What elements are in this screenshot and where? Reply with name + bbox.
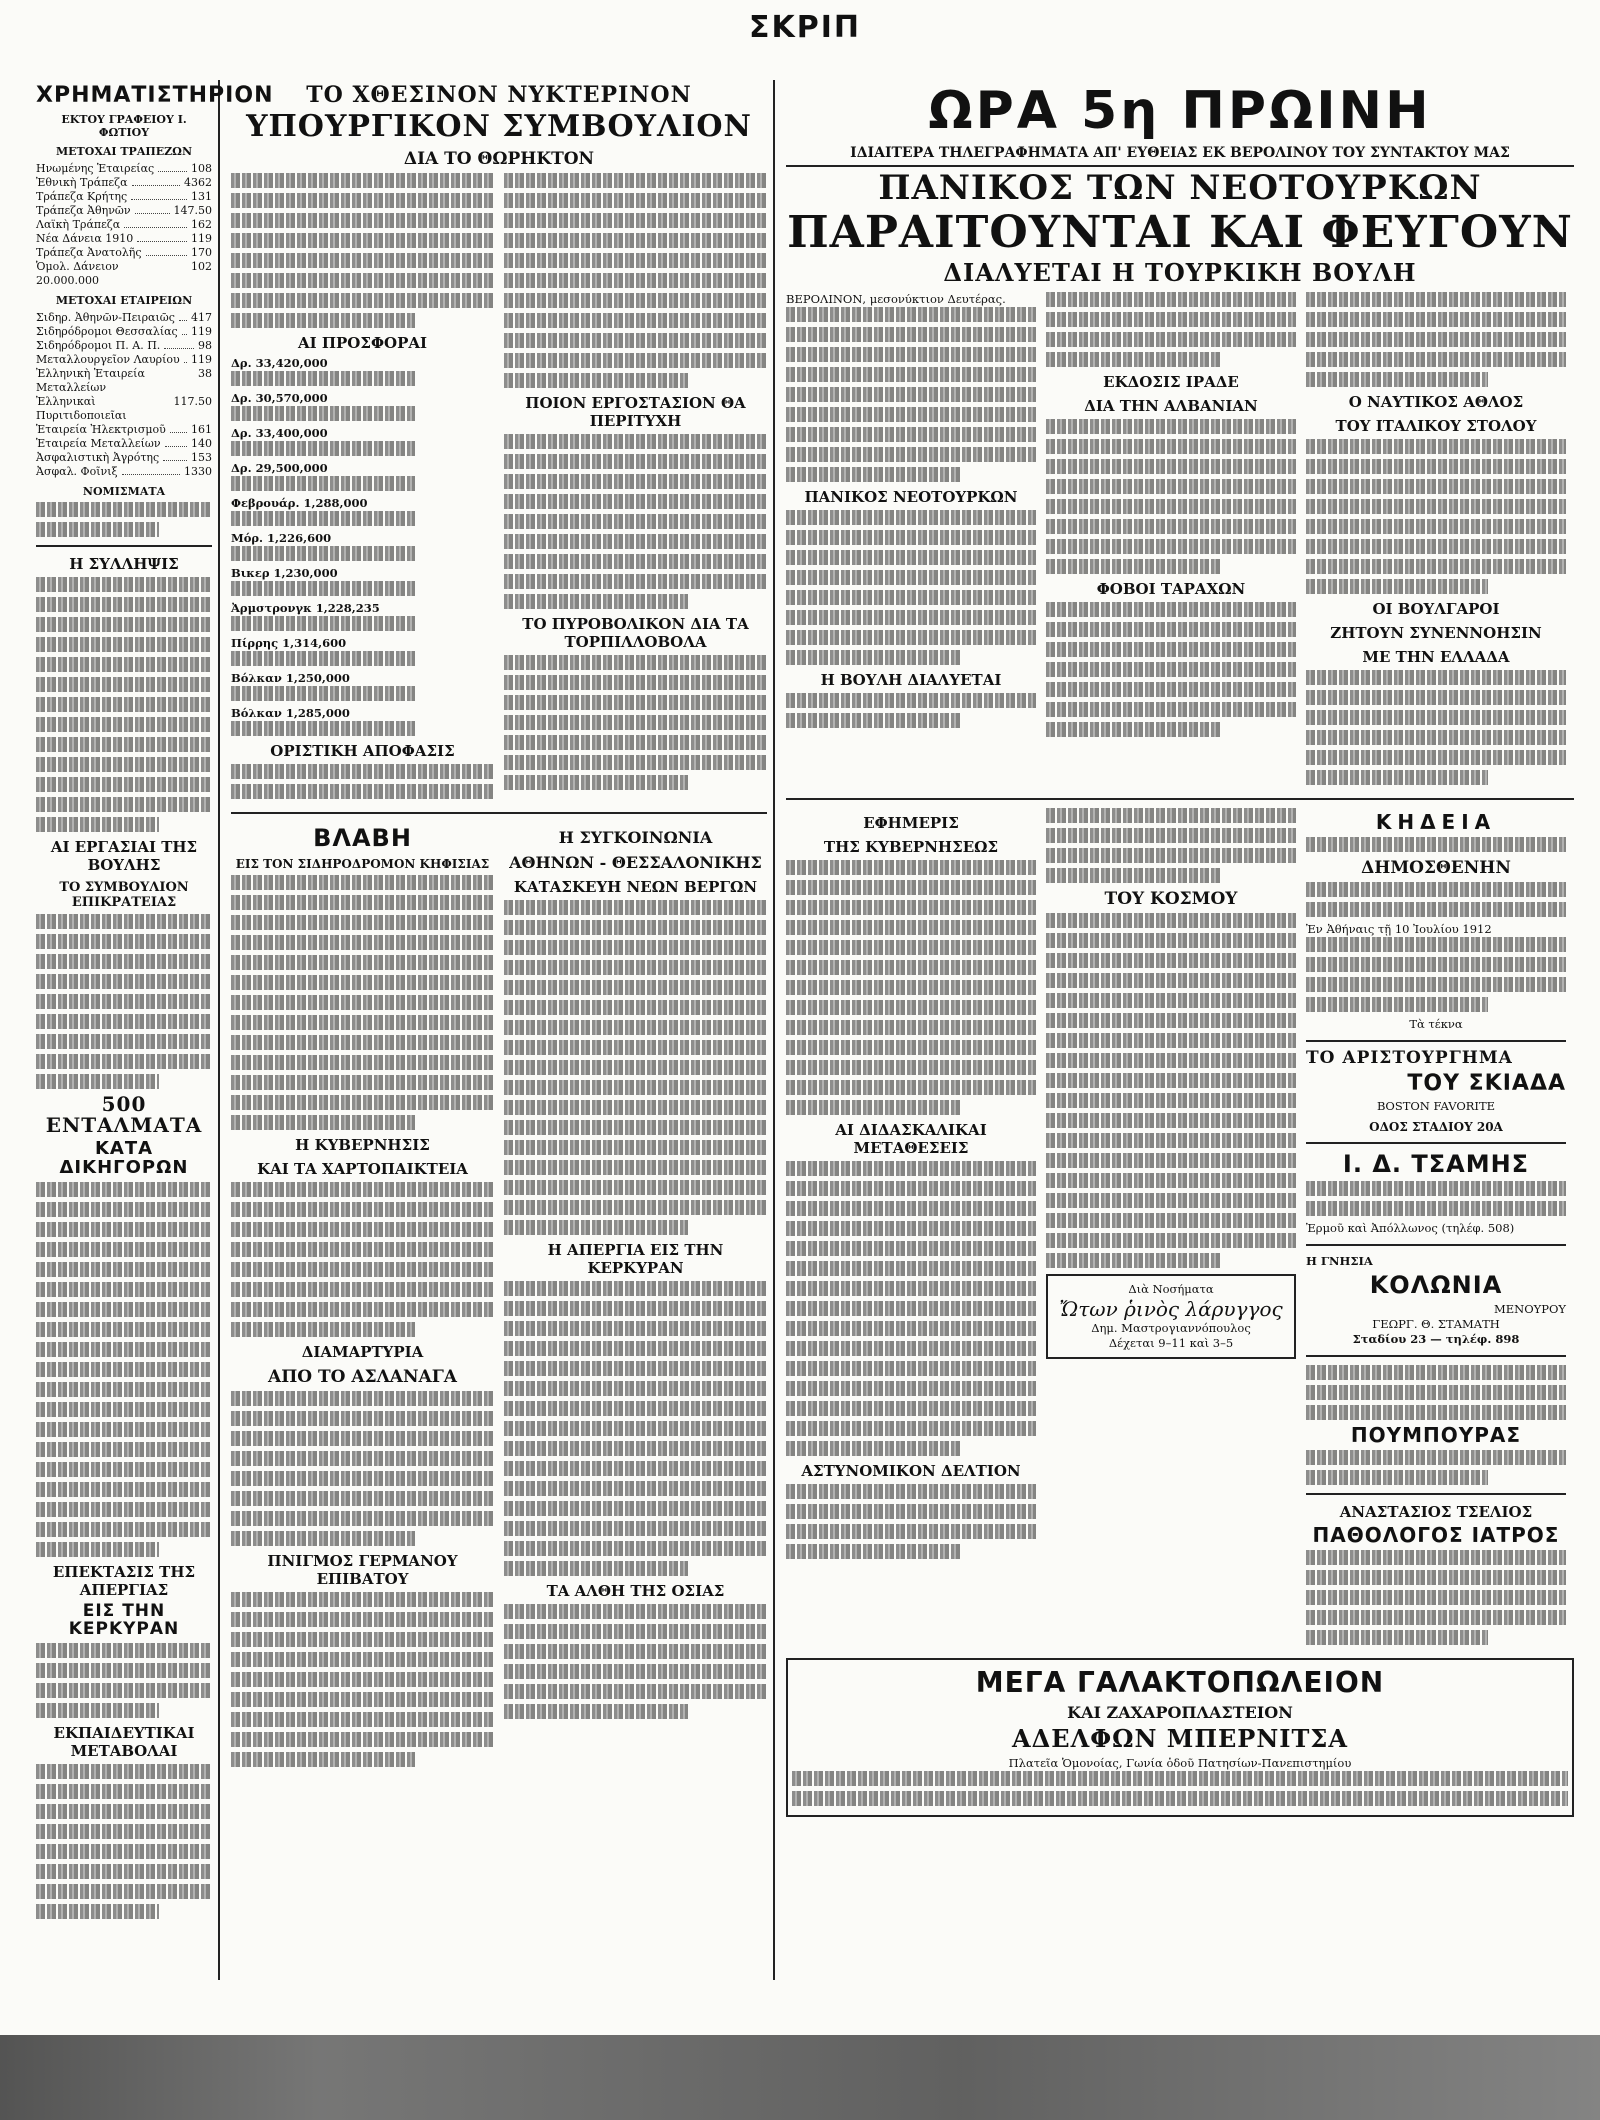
price-leader bbox=[163, 451, 187, 461]
dateline-text-1: ΒΕΡΟΛΙΝΟΝ, μεσονύκτιον Δευτέρας. bbox=[786, 291, 1006, 306]
news-col-1 bbox=[786, 292, 1036, 790]
price-name: Σιδηρόδρομοι Θεσσαλίας bbox=[36, 325, 178, 339]
kideia-title: ΚΗΔΕΙΑ bbox=[1375, 809, 1497, 834]
price-value: 102 bbox=[191, 260, 212, 274]
price-leader bbox=[146, 246, 187, 256]
heading-kyverniseos: ΤΗΣ ΚΥΒΕΡΝΗΣΕΩΣ bbox=[823, 837, 999, 856]
kideia-date: Ἐν Ἀθήναις τῇ 10 Ἰουλίου 1912 bbox=[1306, 921, 1492, 936]
heading-xartopaiktia: ΚΑΙ ΤΑ ΧΑΡΤΟΠΑΙΚΤΕΙΑ bbox=[257, 1159, 468, 1178]
price-row bbox=[36, 451, 212, 465]
heading-astynomikon: ΑΣΤΥΝΟΜΙΚΟΝ ΔΕΛΤΙΟΝ bbox=[801, 1461, 1021, 1480]
kideia-name: ΔΗΜΟΣΘΕΝΗΝ bbox=[1361, 857, 1511, 878]
price-name: Ηνωμένης Ἑταιρείας bbox=[36, 162, 155, 176]
stock-exchange-title: ΧΡΗΜΑΤΙΣΤΗΡΙΟΝ bbox=[36, 83, 274, 108]
price-leader bbox=[165, 437, 187, 447]
masthead: ΣΚΡΙΠ bbox=[749, 10, 861, 45]
price-row bbox=[36, 437, 212, 451]
news-col-2 bbox=[1046, 292, 1296, 790]
price-leader bbox=[164, 339, 194, 349]
price-value: 119 bbox=[191, 325, 212, 339]
price-leader bbox=[182, 325, 187, 335]
heading-dialyetai: ΔΙΑΛΥΕΤΑΙ Η ΤΟΥΡΚΙΚΗ ΒΟΥΛΗ bbox=[943, 258, 1417, 288]
price-name: Ἀσφαλ. Φοῖνιξ bbox=[36, 465, 118, 479]
price-name: Ἑταιρεία Μεταλλείων bbox=[36, 437, 161, 451]
heading-symvoulion: ΤΟ ΣΥΜΒΟΥΛΙΟΝ ΕΠΙΚΡΑΤΕΙΑΣ bbox=[59, 880, 189, 911]
heading-ekdosis: ΕΚΔΟΣΙΣ ΙΡΑΔΕ bbox=[1103, 372, 1239, 391]
bid-amount: Βόλκαν 1,285,000 bbox=[231, 705, 350, 720]
section-companies: ΜΕΤΟΧΑΙ ΕΤΑΙΡΕΙΩΝ bbox=[55, 294, 193, 308]
price-value: 98 bbox=[198, 339, 212, 353]
heading-poion: ΠΟΙΟΝ ΕΡΓΟΣΤΑΣΙΟΝ ΘΑ ΠΕΡΙΤΥΧΗ bbox=[525, 393, 746, 430]
heading-athinon: ΑΘΗΝΩΝ - ΘΕΣΣΑΛΟΝΙΚΗΣ bbox=[509, 852, 762, 872]
price-name: Σιδηρόδρομοι Π. Α. Π. bbox=[36, 339, 161, 353]
ad-ent-doctor bbox=[1046, 1274, 1296, 1359]
price-value: 131 bbox=[191, 190, 212, 204]
cabinet-title-2: ΥΠΟΥΡΓΙΚΟΝ ΣΥΜΒΟΥΛΙΟΝ bbox=[246, 109, 752, 145]
price-value: 119 bbox=[191, 232, 212, 246]
price-value: 108 bbox=[191, 162, 212, 176]
bid-amount: Φεβρουάρ. 1,288,000 bbox=[231, 495, 368, 510]
bid-amount: Βόλκαν 1,250,000 bbox=[231, 670, 350, 685]
price-row bbox=[36, 176, 212, 190]
price-name: Τράπεζα Ἀνατολῆς bbox=[36, 246, 142, 260]
heading-kosmou: ΤΟΥ ΚΟΣΜΟΥ bbox=[1104, 888, 1238, 909]
heading-dikigoron: ΚΑΤΑ ΔΙΚΗΓΟΡΩΝ bbox=[59, 1138, 189, 1178]
left-column bbox=[30, 80, 274, 1980]
price-leader bbox=[124, 218, 187, 228]
news-col-3 bbox=[1306, 292, 1566, 790]
heading-apergia: ΑΙ ΕΡΓΑΣΙΑΙ ΤΗΣ ΒΟΥΛΗΣ bbox=[50, 838, 198, 875]
price-value: 170 bbox=[191, 246, 212, 260]
lower-news-2 bbox=[1046, 808, 1296, 1650]
price-row bbox=[36, 218, 212, 232]
heading-vouli: Η ΒΟΥΛΗ ΔΙΑΛΥΕΤΑΙ bbox=[820, 670, 1002, 689]
price-row bbox=[36, 204, 212, 218]
heading-vlavi-sub: ΕΙΣ ΤΟΝ ΣΙΔΗΡΟΔΡΟΜΟΝ ΚΗΦΙΣΙΑΣ bbox=[235, 856, 490, 871]
ad-aristourgima: ΤΟ ΑΡΙΣΤΟΥΡΓΗΜΑ bbox=[1306, 1047, 1513, 1068]
lower-col-b bbox=[504, 822, 767, 1772]
heading-syllipsis: Η ΣΥΛΛΗΨΙΣ bbox=[69, 555, 179, 574]
price-value: 417 bbox=[191, 311, 212, 325]
price-row bbox=[36, 260, 212, 288]
heading-sygkoinonia: Η ΣΥΓΚΟΙΝΩΝΙΑ bbox=[558, 827, 713, 847]
price-row bbox=[36, 395, 212, 423]
dateline: ΙΔΙΑΙΤΕΡΑ ΤΗΛΕΓΡΑΦΗΜΑΤΑ ΑΠ' ΕΥΘΕΙΑΣ ΕΚ ΒΕΡΟΛΙΝΟΥ ΤΟΥ ΣΥΝΤΑΚΤΟΥ ΜΑΣ bbox=[786, 145, 1574, 167]
heading-entalmata: 500 ΕΝΤΑΛΜΑΤΑ bbox=[45, 1092, 203, 1138]
company-prices bbox=[36, 311, 212, 479]
price-value: 119 bbox=[191, 353, 212, 367]
price-leader bbox=[135, 204, 170, 214]
ad-mpernitsa: ΑΔΕΛΦΩΝ ΜΠΕΡΝΙΤΣΑ bbox=[1012, 1724, 1348, 1754]
price-row bbox=[36, 339, 212, 353]
price-row bbox=[36, 246, 212, 260]
heading-epektasis: ΕΠΕΚΤΑΣΙΣ ΤΗΣ ΑΠΕΡΓΙΑΣ bbox=[52, 1562, 196, 1599]
bid-amount: Δρ. 29,500,000 bbox=[231, 460, 328, 475]
heading-apergia-kerkyra: Η ΑΠΕΡΓΙΑ ΕΙΣ ΤΗΝ ΚΕΡΚΥΡΑΝ bbox=[547, 1240, 724, 1277]
cabinet-title-1: ΤΟ ΧΘΕΣΙΝΟΝ ΝΥΚΤΕΡΙΝΟΝ bbox=[306, 82, 692, 108]
price-row bbox=[36, 232, 212, 246]
price-name: Μεταλλουργεῖον Λαυρίου bbox=[36, 353, 180, 367]
price-leader bbox=[137, 232, 187, 242]
price-value: 161 bbox=[191, 423, 212, 437]
heading-ellada: ΜΕ ΤΗΝ ΕΛΛΑΔΑ bbox=[1362, 647, 1510, 666]
price-value: 4362 bbox=[184, 176, 212, 190]
ad-kolonia: ΚΟΛΩΝΙΑ bbox=[1369, 1270, 1503, 1299]
bid-amount: Μόρ. 1,226,600 bbox=[231, 530, 332, 545]
price-value: 153 bbox=[191, 451, 212, 465]
heading-vlavi: ΒΛΑΒΗ bbox=[313, 823, 412, 852]
price-value: 38 bbox=[198, 367, 212, 381]
ad-ent-line2: Ὤτων ῥινὸς λάρυγγος bbox=[1059, 1296, 1283, 1321]
cabinet-title-3: ΔΙΑ ΤΟ ΘΩΡΗΚΤΟΝ bbox=[403, 148, 595, 169]
heading-aslanaga: ΑΠΟ ΤΟ ΑΣΛΑΝΑΓΑ bbox=[268, 1366, 457, 1387]
heading-prosfora: ΑΙ ΠΡΟΣΦΟΡΑΙ bbox=[297, 333, 428, 352]
heading-pyrovolikon: ΤΟ ΠΥΡΟΒΟΛΙΚΟΝ ΔΙΑ ΤΑ ΤΟΡΠΙΛΛΟΒΟΛΑ bbox=[522, 614, 749, 651]
price-name: Τράπεζα Κρήτης bbox=[36, 190, 128, 204]
price-value: 140 bbox=[191, 437, 212, 451]
headline: ΩΡΑ 5η ΠΡΩΙΝΗ bbox=[928, 81, 1432, 141]
ad-pumpouras: ΠΟΥΜΠΟΥΡΑΣ bbox=[1350, 1422, 1522, 1447]
price-name: Ἑταιρεία Ἠλεκτρισμοῦ bbox=[36, 423, 166, 437]
newspaper-page bbox=[30, 10, 1580, 2090]
heading-aldi: ΤΑ ΑΛΘΗ ΤΗΣ ΟΣΙΑΣ bbox=[546, 1581, 725, 1600]
ad-kolonia-seller: ΓΕΩΡΓ. Θ. ΣΤΑΜΑΤΗ bbox=[1372, 1316, 1500, 1331]
stock-exchange-subtitle: ΕΚΤΟΥ ΓΡΑΦΕΙΟΥ Ι. ΦΩΤΙΟΥ bbox=[61, 113, 187, 140]
ad-omonoia: Πλατεῖα Ὁμονοίας, Γωνία ὁδοῦ Πατησίων-Πανεπιστημίου bbox=[1008, 1755, 1352, 1770]
bid-amount: Ἀρμστρονγκ 1,228,235 bbox=[231, 600, 380, 615]
price-name: Ὁμολ. Δάνειον 20.000.000 bbox=[36, 260, 119, 288]
bank-prices bbox=[36, 162, 212, 288]
heading-diamartyria: ΔΙΑΜΑΡΤΥΡΙΑ bbox=[301, 1342, 424, 1361]
price-row bbox=[36, 423, 212, 437]
price-row bbox=[36, 465, 212, 479]
ad-boston: ΒOSTON FAVORITE bbox=[1376, 1098, 1496, 1113]
price-value: 117.50 bbox=[173, 395, 212, 409]
price-leader bbox=[170, 423, 187, 433]
heading-zitoun: ΖΗΤΟΥΝ ΣΥΝΕΝΝΟΗΣΙΝ bbox=[1330, 623, 1542, 642]
price-value: 147.50 bbox=[173, 204, 212, 218]
price-name: Ἐλληνικαὶ Πυριτιδοποιεῖαι bbox=[36, 395, 127, 423]
ad-skiada: ΤΟΥ ΣΚΙΑΔΑ bbox=[1407, 1070, 1566, 1096]
price-value: 1330 bbox=[184, 465, 212, 479]
price-name: Νέα Δάνεια 1910 bbox=[36, 232, 134, 246]
price-leader bbox=[132, 176, 180, 186]
ad-pathologos: ΠΑΘΟΛΟΓΟΣ ΙΑΤΡΟΣ bbox=[1312, 1522, 1560, 1547]
price-leader bbox=[131, 190, 187, 200]
heading-pnigmos: ΠΝΙΓΜΟΣ ΓΕΡΜΑΝΟΥ ΕΠΙΒΑΤΟΥ bbox=[267, 1551, 458, 1588]
ad-ent-line1: Διὰ Νοσήματα bbox=[1128, 1281, 1214, 1296]
price-row bbox=[36, 353, 212, 367]
price-name: Ἐθνικὴ Τράπεζα bbox=[36, 176, 128, 190]
kideia-sig: Τὰ τέκνα bbox=[1409, 1016, 1463, 1031]
scan-edge bbox=[0, 2035, 1600, 2120]
lower-col-a bbox=[231, 822, 494, 1772]
price-row bbox=[36, 162, 212, 176]
heading-naftikos: Ο ΝΑΥΤΙΚΟΣ ΑΘΛΟΣ bbox=[1348, 392, 1524, 411]
price-row bbox=[36, 325, 212, 339]
heading-fovoi: ΦΟΒΟΙ ΤΑΡΑΧΩΝ bbox=[1096, 579, 1246, 598]
bid-amounts bbox=[231, 356, 494, 736]
cabinet-col-a bbox=[231, 173, 494, 804]
ad-ent-line4: Δέχεται 9–11 καὶ 3–5 bbox=[1108, 1335, 1234, 1350]
ad-tsamis-note: Ἐρμοῦ καὶ Ἀπόλλωνος (τηλέφ. 508) bbox=[1306, 1220, 1515, 1235]
price-value: 162 bbox=[191, 218, 212, 232]
price-name: Ἀσφαλιστικὴ Ἀγρότης bbox=[36, 451, 160, 465]
heading-voulgaroi: ΟΙ ΒΟΥΛΓΑΡΟΙ bbox=[1372, 599, 1500, 618]
price-name: Τράπεζα Ἀθηνῶν bbox=[36, 204, 131, 218]
middle-column bbox=[225, 80, 775, 1980]
price-name: Ἐλληνικὴ Ἑταιρεία Μεταλλείων bbox=[36, 367, 145, 395]
ad-kolonia-brand: ΜΕΝΟΥΡΟΥ bbox=[1493, 1301, 1566, 1316]
heading-kyvernisis: Η ΚΥΒΕΡΝΗΣΙΣ bbox=[295, 1135, 430, 1154]
price-row bbox=[36, 367, 212, 395]
ad-galaktopoleion-title: ΜΕΓΑ ΓΑΛΑΚΤΟΠΩΛΕΙΟΝ bbox=[975, 1665, 1385, 1699]
section-currency: ΝΟΜΙΣΜΑΤΑ bbox=[82, 485, 166, 499]
heading-kerkyra: ΕΙΣ ΤΗΝ ΚΕΡΚΥΡΑΝ bbox=[68, 1600, 180, 1639]
bid-amount: Δρ. 30,570,000 bbox=[231, 390, 328, 405]
price-leader bbox=[158, 162, 187, 172]
price-name: Λαϊκὴ Τράπεζα bbox=[36, 218, 121, 232]
heading-panikos-2: ΠΑΝΙΚΟΣ ΝΕΟΤΟΥΡΚΩΝ bbox=[804, 487, 1018, 506]
ad-kolonia-pre: Η ΓΝΗΣΙΑ bbox=[1306, 1253, 1373, 1268]
ad-kolonia-phone: Σταδίου 23 — τηλέφ. 898 bbox=[1352, 1331, 1520, 1346]
bid-amount: Δρ. 33,400,000 bbox=[231, 425, 328, 440]
price-name: Σιδηρ. Ἀθηνῶν-Πειραιῶς bbox=[36, 311, 175, 325]
ad-ent-line3: Δημ. Μαστρογιαννόπουλος bbox=[1091, 1320, 1251, 1335]
bid-amount: Πίρρης 1,314,600 bbox=[231, 635, 347, 650]
ad-galaktopoleion bbox=[786, 1658, 1574, 1817]
price-leader bbox=[179, 311, 187, 321]
bid-amount: Βικερ 1,230,000 bbox=[231, 565, 338, 580]
price-row bbox=[36, 311, 212, 325]
cabinet-col-b bbox=[504, 173, 767, 804]
heading-panikos: ΠΑΝΙΚΟΣ ΤΩΝ ΝΕΟΤΟΥΡΚΩΝ bbox=[878, 167, 1482, 208]
heading-oristiki: ΟΡΙΣΤΙΚΗ ΑΠΟΦΑΣΙΣ bbox=[270, 741, 455, 760]
ads-column bbox=[1306, 808, 1566, 1650]
heading-efimeris: ΕΦΗΜΕΡΙΣ bbox=[863, 813, 959, 832]
price-leader bbox=[122, 465, 180, 475]
heading-stolou: ΤΟΥ ΙΤΑΛΙΚΟΥ ΣΤΟΛΟΥ bbox=[1335, 416, 1537, 435]
heading-kataskevi: ΚΑΤΑΣΚΕΥΗ ΝΕΩΝ ΒΕΡΓΩΝ bbox=[513, 877, 758, 896]
lower-news-1 bbox=[786, 808, 1036, 1650]
ad-stadiou: ΟΔΟΣ ΣΤΑΔΙΟΥ 20Α bbox=[1369, 1119, 1503, 1134]
section-banks: ΜΕΤΟΧΑΙ ΤΡΑΠΕΖΩΝ bbox=[55, 145, 192, 159]
heading-albanian: ΔΙΑ ΤΗΝ ΑΛΒΑΝΙΑΝ bbox=[1084, 396, 1258, 415]
ad-tsamis: Ι. Δ. ΤΣΑΜΗΣ bbox=[1342, 1149, 1530, 1178]
ad-zaxaroplasteion: ΚΑΙ ΖΑΧΑΡΟΠΛΑΣΤΕΙΟΝ bbox=[1067, 1703, 1293, 1723]
ad-tselios: ΑΝΑΣΤΑΣΙΟΣ ΤΣΕΛΙΟΣ bbox=[1339, 1502, 1533, 1521]
heading-didaskaliai: ΑΙ ΔΙΔΑΣΚΑΛΙΚΑΙ ΜΕΤΑΘΕΣΕΙΣ bbox=[835, 1120, 987, 1157]
right-section bbox=[780, 80, 1580, 1980]
heading-paraitountai: ΠΑΡΑΙΤΟΥΝΤΑΙ ΚΑΙ ΦΕΥΓΟΥΝ bbox=[787, 207, 1573, 259]
price-row bbox=[36, 190, 212, 204]
bid-amount: Δρ. 33,420,000 bbox=[231, 355, 328, 370]
heading-ekpaideftikai: ΕΚΠΑΙΔΕΥΤΙΚΑΙ ΜΕΤΑΒΟΛΑΙ bbox=[53, 1723, 195, 1760]
price-leader bbox=[184, 353, 187, 363]
